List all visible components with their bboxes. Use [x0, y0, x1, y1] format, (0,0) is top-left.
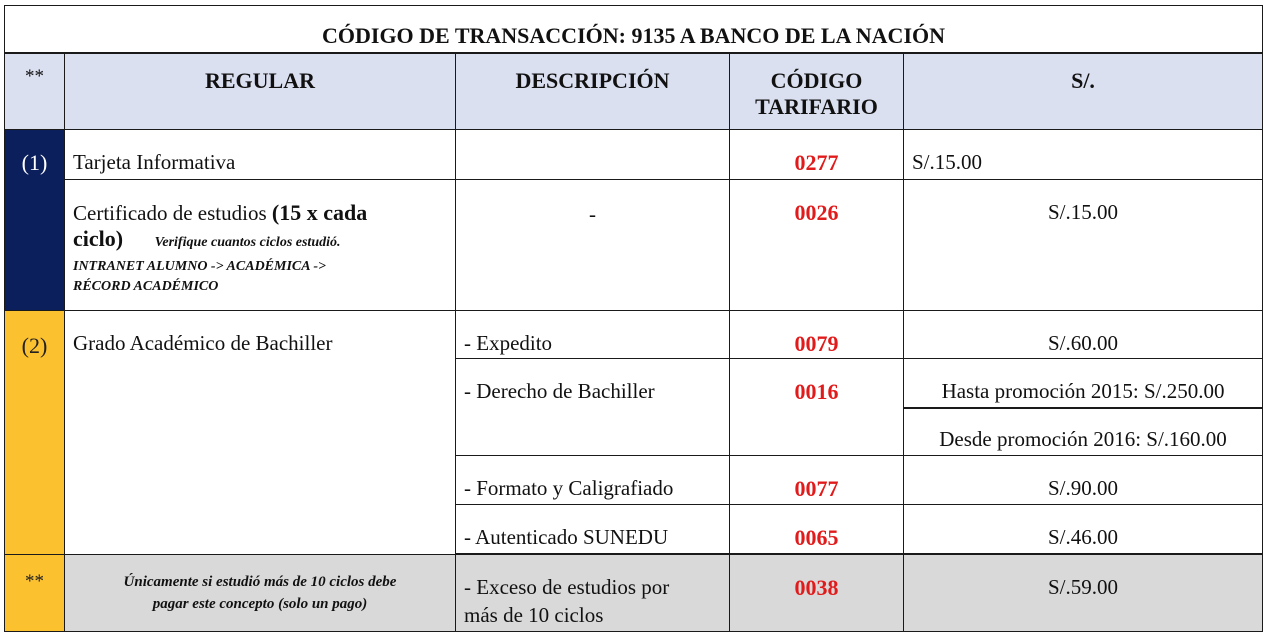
code-0038: 0038 — [730, 555, 904, 632]
tarjeta-informativa: Tarjeta Informativa — [65, 130, 456, 180]
amount-desde-2016: Desde promoción 2016: S/.160.00 — [904, 408, 1263, 456]
intranet-path-line2: RÉCORD ACADÉMICO — [73, 279, 219, 294]
table-row — [5, 130, 1263, 180]
certificado-text: Certificado de estudios — [73, 201, 272, 225]
exceso-note-line2: pagar este concepto (solo un pago) — [152, 596, 368, 612]
amount-hasta-2015: Hasta promoción 2015: S/.250.00 — [904, 359, 1263, 408]
code-0065: 0065 — [730, 505, 904, 554]
amount-expedito: S/.60.00 — [904, 311, 1263, 359]
header-marker: ** — [5, 53, 65, 130]
tariff-table — [4, 5, 1263, 632]
header-row — [5, 53, 1263, 130]
tarjeta-descripcion — [456, 130, 730, 180]
autenticado-descripcion: - Autenticado SUNEDU — [456, 505, 730, 554]
amount-autenticado: S/.46.00 — [904, 505, 1263, 554]
header-codigo-line1: CÓDIGO — [770, 67, 863, 93]
amount-formato: S/.90.00 — [904, 456, 1263, 505]
group2-marker: (2) — [5, 311, 65, 555]
table-row — [5, 180, 1263, 311]
tariff-table-container — [4, 5, 1262, 632]
header-codigo-line2: TARIFARIO — [755, 93, 878, 119]
exceso-note — [65, 555, 456, 632]
derecho-bachiller-descripcion: - Derecho de Bachiller — [456, 359, 730, 456]
expedito-descripcion: - Expedito — [456, 311, 730, 359]
title-row — [5, 6, 1263, 53]
certificado-main — [73, 200, 447, 256]
exceso-note-line1: Únicamente si estudió más de 10 ciclos debe — [123, 574, 397, 590]
code-0026: 0026 — [730, 180, 904, 311]
certificado-descripcion: - — [456, 180, 730, 311]
grado-bachiller: Grado Académico de Bachiller — [65, 311, 456, 555]
table-row — [5, 311, 1263, 359]
code-0079: 0079 — [730, 311, 904, 359]
formato-descripcion: - Formato y Caligrafiado — [456, 456, 730, 505]
header-regular: REGULAR — [65, 53, 456, 130]
header-descripcion: DESCRIPCIÓN — [456, 53, 730, 130]
table-title: CÓDIGO DE TRANSACCIÓN: 9135 A BANCO DE LA NACIÓN — [5, 6, 1263, 53]
header-monto: S/. — [904, 53, 1263, 130]
group1-marker: (1) — [5, 130, 65, 311]
amount-certificado: S/.15.00 — [904, 180, 1263, 311]
exceso-descripcion-line2: más de 10 ciclos — [464, 603, 604, 627]
exceso-descripcion-line1: - Exceso de estudios por — [464, 575, 670, 599]
intranet-path-line1: INTRANET ALUMNO -> ACADÉMICA -> — [73, 259, 326, 274]
table-row — [5, 555, 1263, 632]
amount-tarjeta: S/.15.00 — [904, 130, 1263, 180]
certificado-note: Verifique cuantos ciclos estudió. — [154, 235, 341, 250]
certificado-estudios — [65, 180, 456, 311]
code-0016: 0016 — [730, 359, 904, 456]
certificado-bold: (15 x cada ciclo) — [73, 200, 368, 251]
exceso-descripcion — [456, 555, 730, 632]
code-0277: 0277 — [730, 130, 904, 180]
group3-marker: ** — [5, 555, 65, 632]
amount-exceso: S/.59.00 — [904, 555, 1263, 632]
header-codigo — [730, 53, 904, 130]
code-0077: 0077 — [730, 456, 904, 505]
